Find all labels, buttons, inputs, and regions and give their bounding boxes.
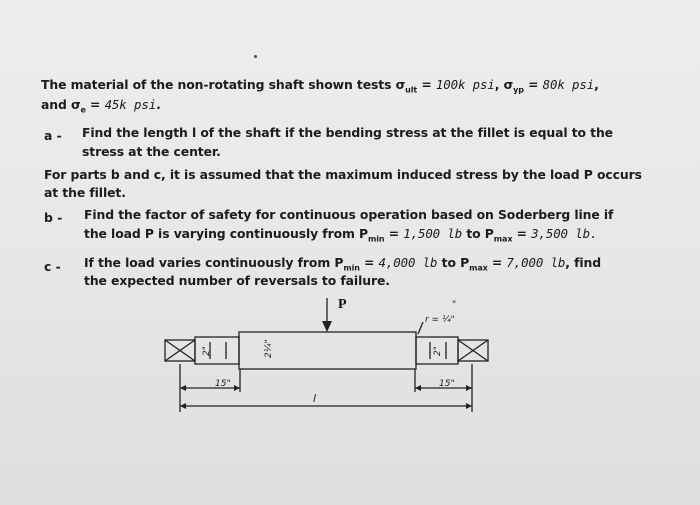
- sub-yp: yp: [513, 85, 524, 95]
- parts-bc-line-2: at the fillet.: [44, 185, 126, 200]
- sub-ult: ult: [405, 85, 418, 95]
- arrowhead: [466, 403, 472, 409]
- pmin-value: 1,500 lb: [403, 226, 463, 241]
- sigma-yp-value: 80k psi: [542, 77, 595, 92]
- pmax-value: 3,500 lb.: [531, 226, 598, 241]
- part-c-label: c -: [44, 259, 61, 274]
- arrowhead: [180, 403, 186, 409]
- eq: =: [85, 97, 105, 112]
- parts-bc-line-1: For parts b and c, it is assumed that the maximum induced stress by the load P occurs: [44, 167, 642, 182]
- sep: .: [156, 97, 161, 112]
- sub-max: max: [469, 263, 488, 273]
- part-a-label: a -: [44, 128, 62, 143]
- load-arrowhead: [322, 321, 332, 332]
- arrowhead: [415, 385, 421, 391]
- intro-text: The material of the non-rotating shaft shown tests σ: [41, 77, 406, 92]
- pmax-value: 7,000 lb: [506, 255, 566, 270]
- sigma-ult-value: 100k psi: [435, 77, 495, 92]
- part-b-line-1: Find the factor of safety for continuous operation based on Soderberg line if: [84, 207, 614, 222]
- eq: =: [359, 255, 379, 270]
- part-c-text: If the load varies continuously from P: [84, 255, 344, 270]
- eq: =: [512, 226, 532, 241]
- load-label: P: [338, 297, 347, 312]
- sigma-e-value: 45k psi: [104, 97, 157, 112]
- eq: =: [384, 226, 404, 241]
- sep: , σ: [494, 77, 514, 92]
- center-diameter-label: 2¼": [264, 339, 274, 358]
- top-mark: ": [452, 300, 457, 310]
- left-length-label: 15": [215, 379, 231, 389]
- part-b-label: b -: [44, 210, 63, 225]
- arrowhead: [466, 385, 472, 391]
- right-diameter-label: 2": [433, 346, 443, 356]
- intro-text: and σ: [41, 97, 81, 112]
- eq: =: [523, 77, 543, 92]
- part-a-line-2: stress at the center.: [82, 144, 221, 159]
- pmin-value: 4,000 lb: [378, 255, 438, 270]
- eq: =: [487, 255, 507, 270]
- sub-min: min: [343, 263, 360, 273]
- part-c-text: to P: [437, 255, 470, 270]
- part-b-text: to P: [462, 226, 494, 241]
- sub-e: e: [80, 105, 86, 115]
- left-diameter-label: 2": [202, 346, 212, 356]
- sub-min: min: [368, 234, 385, 244]
- arrowhead: [234, 385, 240, 391]
- fillet-label: r = ¼": [425, 315, 455, 325]
- part-b-text: the load P is varying continuously from P: [84, 226, 369, 241]
- part-c-line-2: the expected number of reversals to failure.: [84, 273, 390, 288]
- total-length-label: l: [313, 392, 317, 405]
- arrowhead: [180, 385, 186, 391]
- eq: =: [417, 77, 436, 92]
- part-a-line-1: Find the length l of the shaft if the bending stress at the fillet is equal to the: [82, 125, 613, 140]
- fillet-leader: [418, 322, 423, 334]
- sub-max: max: [493, 234, 513, 244]
- part-c-text: , find: [565, 255, 602, 270]
- right-length-label: 15": [439, 379, 455, 389]
- sep: ,: [594, 77, 599, 92]
